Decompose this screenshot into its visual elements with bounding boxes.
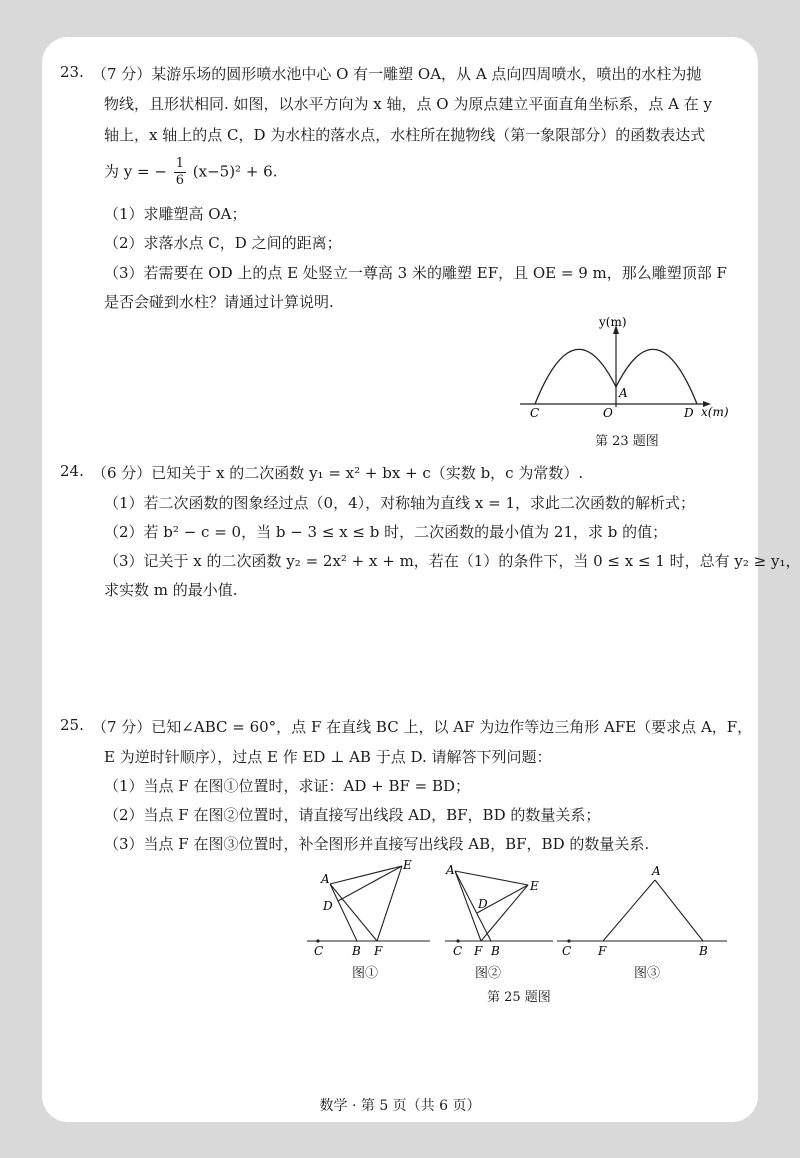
- q25-f1-label-f: F: [374, 944, 383, 958]
- q25-f3-caption: 图③: [634, 966, 661, 981]
- q23-point-A: A: [619, 386, 628, 400]
- q25-f2-label-d: D: [478, 897, 488, 911]
- q25-figure-1: [305, 855, 435, 960]
- q23-part-1: （1）求雕塑高 OA；: [104, 205, 247, 223]
- q24-number: 24.: [60, 462, 84, 480]
- q24-line-4: （3）记关于 x 的二次函数 y₂ = 2x² + x + m，若在（1）的条件下，当 0 ≤ x ≤ 1 时，总有 y₂ ≥ y₁，: [104, 552, 800, 570]
- q25-f3-label-b: B: [699, 944, 708, 958]
- q24-line-2: （1）若二次函数的图象经过点（0，4），对称轴为直线 x = 1，求此二次函数的解析式；: [104, 494, 696, 512]
- q25-f2-label-a: A: [446, 863, 455, 877]
- q23-formula: [104, 156, 277, 189]
- q23-fraction-den: 6: [175, 173, 184, 188]
- q23-x-label: x(m): [701, 405, 729, 419]
- q25-f2-point-c: [456, 939, 459, 942]
- q23-part-3: （3）若需要在 OD 上的点 E 处竖立一尊高 3 米的雕塑 EF，且 OE = 9 m，那么雕塑顶部 F: [104, 264, 727, 282]
- q23-part-3-cont: 是否会碰到水柱？请通过计算说明.: [104, 293, 334, 311]
- q25-f3-label-c: C: [562, 944, 572, 958]
- q25-figure-2: [443, 855, 558, 960]
- q25-f1-label-a: A: [321, 872, 330, 886]
- q23-left-parabola: [535, 349, 616, 404]
- q25-line-1: （7 分）已知∠ABC = 60°，点 F 在直线 BC 上，以 AF 为边作等边三角形 AFE（要求点 A，F，: [92, 718, 753, 736]
- q23-line-2: 物线，且形状相同. 如图，以水平方向为 x 轴，点 O 为原点建立平面直角坐标系，点 A 在 y: [104, 95, 712, 113]
- q24-line-1: （6 分）已知关于 x 的二次函数 y₁ = x² + bx + c（实数 b，c 为常数）.: [92, 464, 584, 482]
- q25-number: 25.: [60, 716, 84, 734]
- q25-f1-label-c: C: [314, 944, 324, 958]
- q25-f3-point-c: [567, 939, 570, 942]
- q25-line-2: E 为逆时针顺序），过点 E 作 ED ⊥ AB 于点 D. 请解答下列问题：: [104, 748, 552, 766]
- q23-y-label: y(m): [599, 315, 627, 329]
- q25-f1-label-b: B: [352, 944, 361, 958]
- q23-number: 23.: [60, 63, 84, 81]
- q23-part-2: （2）求落水点 C，D 之间的距离；: [104, 234, 342, 252]
- q23-line-3: 轴上，x 轴上的点 C，D 为水柱的落水点，水柱所在抛物线（第一象限部分）的函数表达式: [104, 126, 706, 144]
- q23-formula-prefix: 为 y = −: [104, 162, 167, 181]
- q25-f1-point-c: [316, 939, 319, 942]
- q25-figure-3: [555, 855, 733, 960]
- q25-f2-label-c: C: [453, 944, 463, 958]
- q23-point-D: D: [684, 406, 694, 420]
- q23-line-1: （7 分）某游乐场的圆形喷水池中心 O 有一雕塑 OA，从 A 点向四周喷水，喷出的水柱为抛: [92, 65, 702, 83]
- q25-f1-seg-ae: [330, 866, 402, 884]
- q23-formula-suffix: (x−5)² + 6.: [192, 162, 278, 181]
- q25-f2-label-b: B: [491, 944, 500, 958]
- q25-f2-label-e: E: [530, 879, 539, 893]
- q25-f1-caption: 图①: [352, 966, 379, 981]
- q25-f3-seg-ab: [655, 880, 703, 941]
- q25-f1-label-d: D: [323, 899, 333, 913]
- q24-line-5: 求实数 m 的最小值.: [104, 581, 238, 599]
- page-footer: 数学 · 第 5 页（共 6 页）: [319, 1098, 481, 1114]
- q23-figure: [515, 312, 735, 424]
- q25-f2-seg-fe: [481, 885, 528, 941]
- q23-caption: 第 23 题图: [595, 434, 659, 449]
- q25-line-3: （1）当点 F 在图①位置时，求证：AD + BF = BD；: [104, 777, 471, 795]
- q25-f2-seg-ae: [455, 871, 528, 885]
- q23-point-C: C: [530, 406, 540, 420]
- q25-f2-label-f: F: [474, 944, 483, 958]
- q25-f3-label-f: F: [598, 944, 607, 958]
- q25-line-4: （2）当点 F 在图②位置时，请直接写出线段 AD，BF，BD 的数量关系；: [104, 806, 601, 824]
- q24-line-3: （2）若 b² − c = 0，当 b − 3 ≤ x ≤ b 时，二次函数的最小值为 21，求 b 的值；: [104, 523, 668, 541]
- q25-f3-seg-fa: [603, 880, 655, 941]
- q23-point-O: O: [603, 406, 613, 420]
- q25-f3-label-a: A: [652, 864, 661, 878]
- q25-f1-label-e: E: [403, 858, 412, 872]
- q25-caption: 第 25 题图: [487, 990, 551, 1005]
- q23-fraction-num: 1: [175, 156, 184, 171]
- q23-fraction: [174, 156, 186, 189]
- q25-f2-caption: 图②: [475, 966, 502, 981]
- q25-line-5: （3）当点 F 在图③位置时，补全图形并直接写出线段 AB，BF，BD 的数量关系.: [104, 835, 650, 853]
- q23-right-parabola: [616, 349, 697, 404]
